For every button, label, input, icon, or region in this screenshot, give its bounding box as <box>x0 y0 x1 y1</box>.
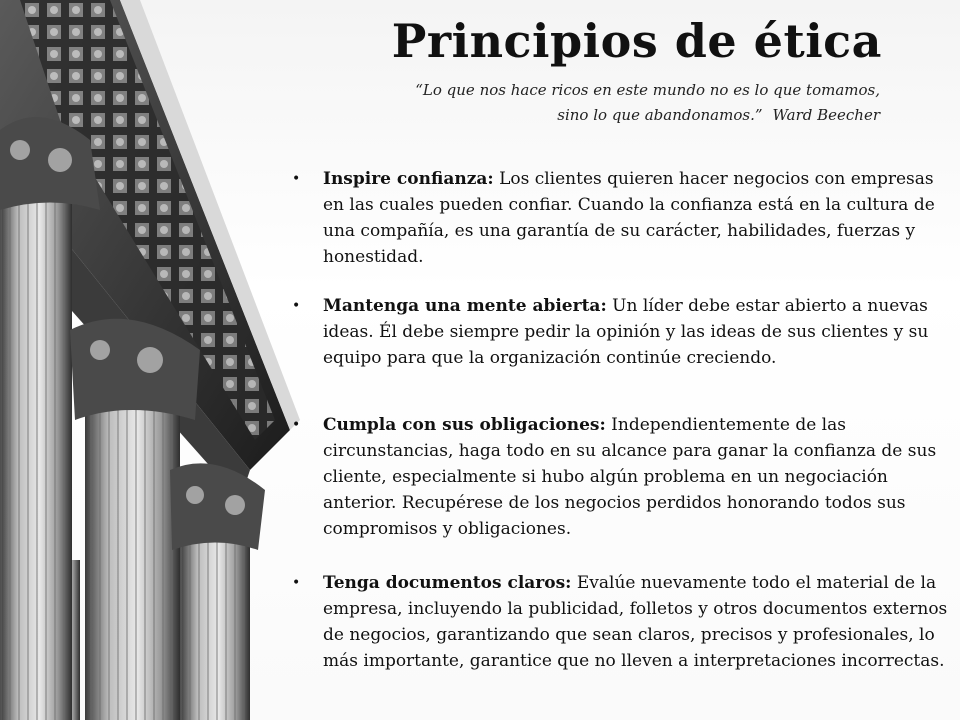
bullet-dot: • <box>292 298 301 314</box>
bullet-body: Independientemente de las circunstancias, haga todo en su alcance para ganar la confianza de sus cliente, especialmente si hubo algún problema en un negociación anterior. Recupérese de los negocios perdidos honorando todos sus compromisos y obligaciones. <box>323 415 937 539</box>
bullet-dot: • <box>292 575 301 591</box>
bullet-heading: Mantenga una mente abierta: <box>323 296 607 316</box>
bullet-heading: Cumpla con sus obligaciones: <box>323 415 606 435</box>
quote <box>415 78 880 128</box>
slide-title: Principios de ética <box>391 14 882 68</box>
columns-photo <box>0 0 330 720</box>
bullet-heading: Tenga documentos claros: <box>323 573 572 593</box>
quote-line-2 <box>415 103 880 128</box>
bullet-dot: • <box>292 171 301 187</box>
bullet-text <box>323 412 953 542</box>
quote-author: Ward Beecher <box>772 106 880 124</box>
bullet-body: Los clientes quieren hacer negocios con empresas en las cuales pueden confiar. Cuando la confianza está en la cultura de una compañía, es una garantía de su carácter, habilidades, fuerzas y honestidad. <box>323 169 935 267</box>
quote-line-2-text: sino lo que abandonamos.” <box>557 106 763 124</box>
bullet-body: Un líder debe estar abierto a nuevas ideas. Él debe siempre pedir la opinión y las ideas de sus clientes y su equipo para que la organización continúe creciendo. <box>323 296 929 368</box>
bullet-body: Evalúe nuevamente todo el material de la empresa, incluyendo la publicidad, folletos y otros documentos externos de negocios, garantizando que sean claros, precisos y profesionales, lo más importante, garantice que no lleven a interpretaciones incorrectas. <box>323 573 948 671</box>
bullet-text <box>323 570 953 674</box>
quote-line-1: “Lo que nos hace ricos en este mundo no es lo que tomamos, <box>415 81 880 99</box>
bullet-text <box>323 166 953 270</box>
bullet-dot: • <box>292 417 301 433</box>
bullet-text <box>323 293 953 371</box>
bullet-heading: Inspire confianza: <box>323 169 494 189</box>
